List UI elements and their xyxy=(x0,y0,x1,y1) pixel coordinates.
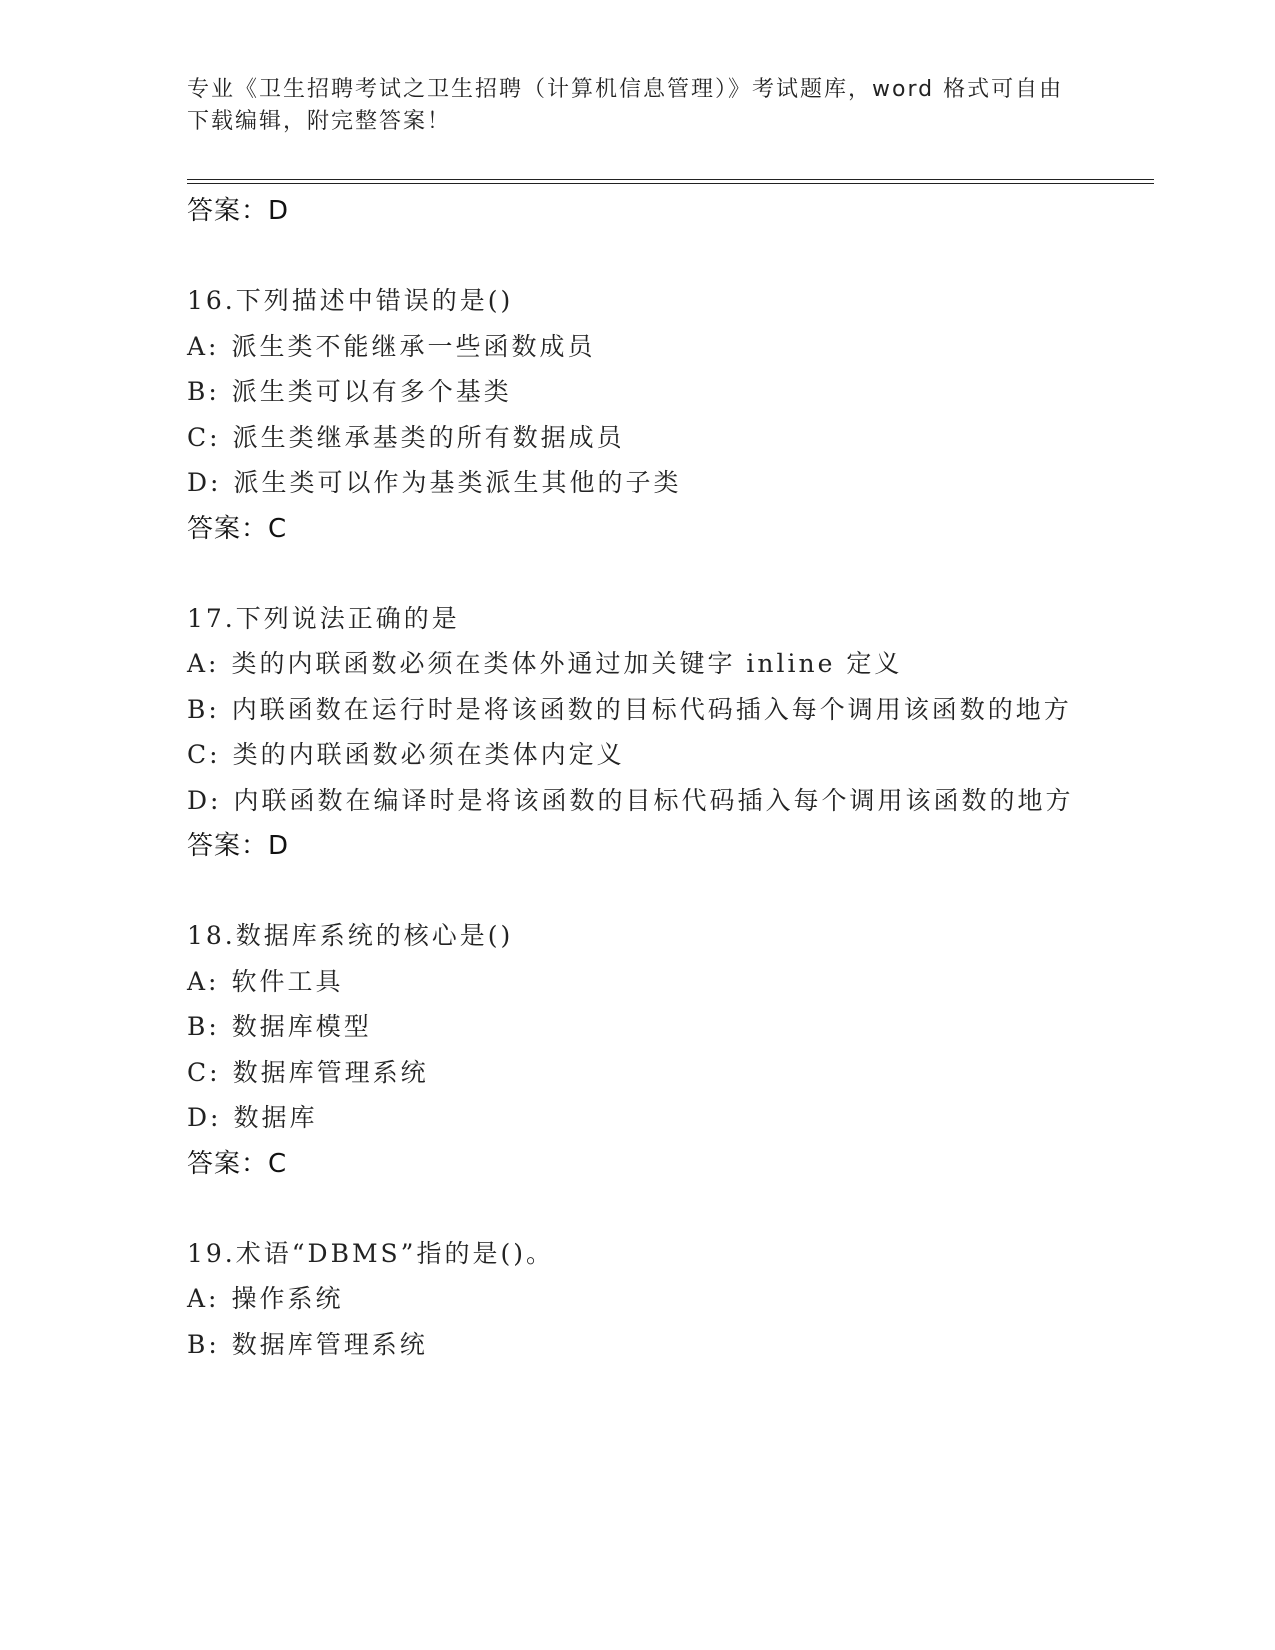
option-text: 内联函数在运行时是将该函数的目标代码插入每个调用该函数的地方 xyxy=(231,694,1072,724)
spacer xyxy=(187,869,1087,913)
option-text: 派生类不能继承一些函数成员 xyxy=(231,331,596,361)
option-text: 数据库 xyxy=(233,1103,318,1132)
option-a xyxy=(187,324,1087,370)
option-a xyxy=(187,641,1087,687)
spacer xyxy=(187,234,1087,278)
option-key: C: xyxy=(187,740,221,769)
question-block xyxy=(187,1231,1087,1368)
answer-line: 答案：D xyxy=(187,196,290,226)
option-key: B: xyxy=(187,1329,220,1359)
option-d xyxy=(187,1095,1087,1141)
option-key: D: xyxy=(187,785,222,815)
option-text: 类的内联函数必须在类体外通过加关键字 inline 定义 xyxy=(231,649,903,678)
option-text: 数据库管理系统 xyxy=(232,1057,429,1087)
option-key: D: xyxy=(187,468,222,497)
option-key: A: xyxy=(187,331,220,361)
option-text: 派生类继承基类的所有数据成员 xyxy=(232,422,625,452)
option-a xyxy=(187,959,1087,1005)
header-text: 专业《卫生招聘考试之卫生招聘（计算机信息管理）》考试题库，word 格式可自由下载编辑，附完整答案！ xyxy=(187,77,1064,134)
answer-line: 答案：C xyxy=(187,513,288,544)
question-stem: 17.下列说法正确的是 xyxy=(187,603,460,633)
option-d xyxy=(187,778,1087,824)
spacer xyxy=(187,552,1087,596)
option-text: 类的内联函数必须在类体内定义 xyxy=(232,740,625,769)
answer-line: 答案：D xyxy=(187,831,290,861)
option-text: 软件工具 xyxy=(231,966,344,996)
option-key: A: xyxy=(187,966,220,996)
option-b xyxy=(187,687,1087,733)
option-key: C: xyxy=(187,422,221,452)
option-key: D: xyxy=(187,1103,222,1132)
option-b xyxy=(187,1322,1087,1368)
page-header xyxy=(187,74,1067,138)
option-b xyxy=(187,1004,1087,1050)
question-stem: 19.术语“DBMS”指的是()。 xyxy=(187,1238,554,1268)
question-stem: 16.下列描述中错误的是() xyxy=(187,286,514,315)
option-text: 派生类可以作为基类派生其他的子类 xyxy=(233,468,682,497)
answer-line: 答案：C xyxy=(187,1148,288,1179)
option-text: 操作系统 xyxy=(231,1284,344,1313)
option-key: B: xyxy=(187,1012,220,1041)
option-c xyxy=(187,1050,1087,1096)
option-text: 数据库管理系统 xyxy=(231,1329,428,1359)
option-key: C: xyxy=(187,1057,221,1087)
option-key: B: xyxy=(187,377,220,406)
question-list xyxy=(187,188,1087,1367)
question-block xyxy=(187,913,1087,1187)
option-key: B: xyxy=(187,694,220,724)
option-key: A: xyxy=(187,649,220,678)
option-text: 派生类可以有多个基类 xyxy=(231,377,512,406)
option-text: 内联函数在编译时是将该函数的目标代码插入每个调用该函数的地方 xyxy=(233,785,1074,815)
option-c xyxy=(187,732,1087,778)
option-d xyxy=(187,460,1087,506)
option-b xyxy=(187,369,1087,415)
spacer xyxy=(187,1187,1087,1231)
header-divider xyxy=(187,179,1154,184)
option-c xyxy=(187,415,1087,461)
question-stem: 18.数据库系统的核心是() xyxy=(187,921,514,950)
option-a xyxy=(187,1276,1087,1322)
question-block xyxy=(187,278,1087,552)
question-block xyxy=(187,596,1087,870)
option-key: A: xyxy=(187,1284,220,1313)
option-text: 数据库模型 xyxy=(231,1012,372,1041)
